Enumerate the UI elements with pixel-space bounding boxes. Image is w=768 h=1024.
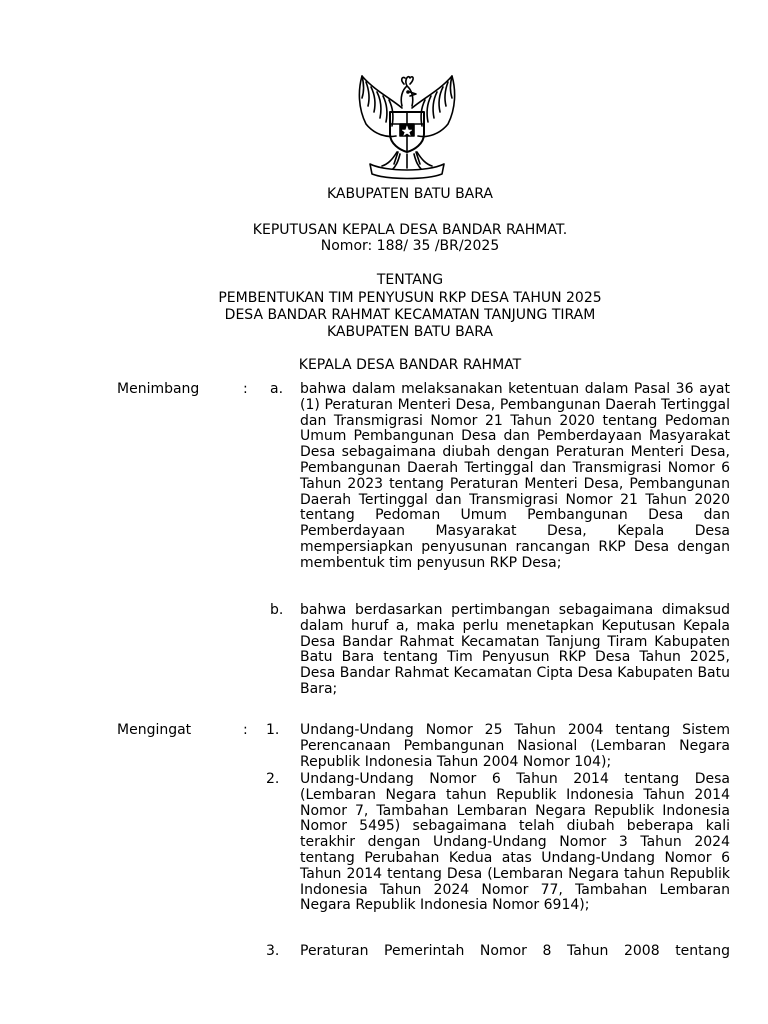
- about-heading: TENTANG: [376, 272, 444, 288]
- garuda-emblem-icon: [352, 68, 462, 180]
- item-marker: 2.: [266, 771, 280, 787]
- subject-line-3: KABUPATEN BATU BARA: [327, 324, 493, 340]
- item-marker: 3.: [266, 943, 280, 959]
- considering-colon: :: [243, 381, 248, 397]
- item-marker: a.: [270, 381, 284, 397]
- issuer-heading: KEPALA DESA BANDAR RAHMAT: [298, 357, 522, 373]
- recalling-colon: :: [243, 722, 248, 738]
- subject-line-1: PEMBENTUKAN TIM PENYUSUN RKP DESA TAHUN 2025: [218, 290, 602, 306]
- recalling-label: Mengingat: [117, 722, 192, 738]
- decision-title: KEPUTUSAN KEPALA DESA BANDAR RAHMAT.: [252, 222, 568, 238]
- item-text: Peraturan Pemerintah Nomor 8 Tahun 2008 tentang: [300, 943, 730, 959]
- decision-number: Nomor: 188/ 35 /BR/2025: [320, 238, 500, 254]
- item-marker: 1.: [266, 722, 280, 738]
- considering-label: Menimbang: [117, 381, 200, 397]
- subject-line-2: DESA BANDAR RAHMAT KECAMATAN TANJUNG TIRAM: [224, 307, 596, 323]
- item-text: bahwa dalam melaksanakan ketentuan dalam Pasal 36 ayat (1) Peraturan Menteri Desa, Pembangunan Daerah Tertinggal dan Transmigrasi Nomor 21 Tahun 2020 tentang Pedoman Umum Pembangunan Desa dan Pemberdayaan Masyarakat Desa sebagaimana diubah dengan Peraturan Menteri Desa, Pembangunan Daerah Tertinggal dan Transmigrasi Nomor 6 Tahun 2023 tentang Peraturan Menteri Desa, Pembangunan Daerah Tertinggal dan Transmigrasi Nomor 21 Tahun 2020 tentang Pedoman Umum Pembangunan Desa dan Pemberdayaan Masyarakat Desa, Kepala Desa mempersiapkan penyusunan rancangan RKP Desa dengan membentuk tim penyusun RKP Desa;: [300, 381, 730, 571]
- regency-heading: KABUPATEN BATU BARA: [327, 186, 493, 202]
- item-text: Undang-Undang Nomor 25 Tahun 2004 tentang Sistem Perencanaan Pembangunan Nasional (Lembaran Negara Republik Indonesia Tahun 2004 Nomor 104);: [300, 722, 730, 770]
- item-text: Undang-Undang Nomor 6 Tahun 2014 tentang Desa (Lembaran Negara tahun Republik Indonesia Tahun 2014 Nomor 7, Tambahan Lembaran Negara Republik Indonesia Nomor 5495) sebagaimana telah diubah beberapa kali terakhir dengan Undang-Undang Nomor 3 Tahun 2024 tentang Perubahan Kedua atas Undang-Undang Nomor 6 Tahun 2014 tentang Desa (Lembaran Negara tahun Republik Indonesia Tahun 2024 Nomor 77, Tambahan Lembaran Negara Republik Indonesia Nomor 6914);: [300, 771, 730, 914]
- item-marker: b.: [270, 602, 284, 618]
- item-text: bahwa berdasarkan pertimbangan sebagaimana dimaksud dalam huruf a, maka perlu menetapkan Keputusan Kepala Desa Bandar Rahmat Kecamatan Tanjung Tiram Kabupaten Batu Bara tentang Tim Penyusun RKP Desa Tahun 2025, Desa Bandar Rahmat Kecamatan Cipta Desa Kabupaten Batu Bara;: [300, 602, 730, 697]
